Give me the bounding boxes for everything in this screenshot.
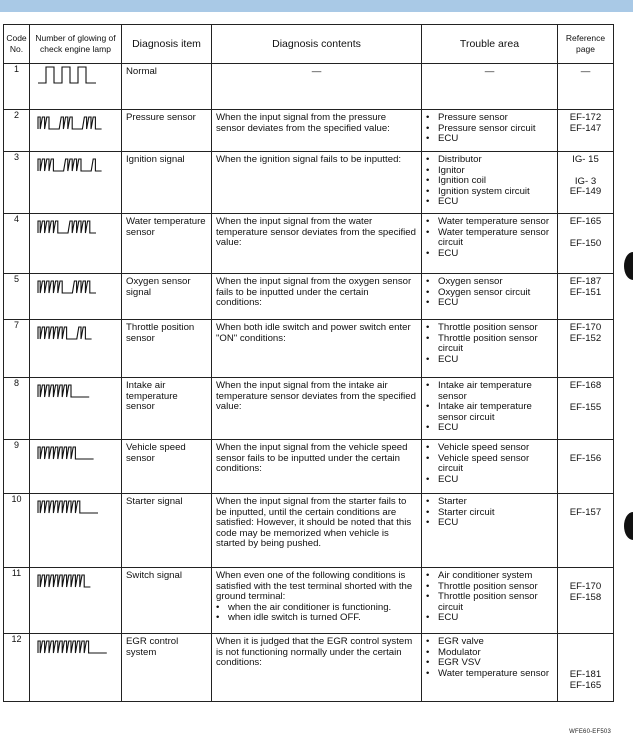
diagnosis-contents [212, 320, 422, 378]
check-engine-lamp-waveform [34, 378, 118, 400]
trouble-list-item: • Vehicle speed sensor circuit [426, 454, 553, 475]
trouble-list-item: • Ignition coil [426, 176, 553, 187]
lamp-pattern-cell [30, 320, 122, 378]
reference-page [558, 64, 614, 110]
trouble-list [426, 277, 553, 309]
trouble-list [426, 571, 553, 624]
check-engine-lamp-waveform [34, 214, 118, 236]
code-number: 10 [4, 494, 30, 568]
table-row [4, 378, 614, 440]
table-row [4, 214, 614, 274]
diagnosis-contents [212, 110, 422, 152]
footer-code: WFE60-EF503 [569, 729, 611, 735]
code-number: 8 [4, 378, 30, 440]
trouble-list-item: • Air conditioner system [426, 571, 553, 582]
reference-page-entry: EF-165 [569, 679, 602, 691]
check-engine-lamp-waveform [34, 634, 118, 656]
trouble-list-item: • ECU [426, 423, 553, 434]
trouble-dash: — [484, 66, 495, 77]
reference-page [558, 440, 614, 494]
contents-condition-item: • when idle switch is turned OFF. [216, 613, 417, 624]
reference-page-entry: EF-165 [569, 216, 602, 227]
check-engine-lamp-waveform [34, 274, 118, 296]
waveform-path [38, 501, 98, 513]
check-engine-lamp-waveform [34, 64, 118, 86]
table-row [4, 440, 614, 494]
code-number: 7 [4, 320, 30, 378]
trouble-list-item: • Oxygen sensor circuit [426, 288, 553, 299]
diagnosis-item: Vehicle speed sensor [122, 440, 212, 494]
lamp-pattern-cell [30, 110, 122, 152]
header-contents: Diagnosis contents [212, 25, 422, 64]
binder-hole-2 [624, 512, 633, 540]
diagnosis-contents [212, 378, 422, 440]
reference-page-entry: IG- 15 [572, 154, 599, 165]
reference-page [558, 378, 614, 440]
check-engine-lamp-waveform [34, 494, 118, 516]
lamp-pattern-cell [30, 214, 122, 274]
diagnosis-contents [212, 152, 422, 214]
table-body [4, 64, 614, 702]
diagnosis-table-wrapper [3, 24, 613, 702]
trouble-area [422, 214, 558, 274]
diagnosis-contents [212, 634, 422, 702]
trouble-list [426, 217, 553, 259]
trouble-list-item: • Distributor [426, 155, 553, 166]
lamp-pattern-cell [30, 440, 122, 494]
header-trouble: Trouble area [422, 25, 558, 64]
code-number: 9 [4, 440, 30, 494]
trouble-list-item: • ECU [426, 613, 553, 624]
reference-page-entry [562, 228, 609, 239]
lamp-pattern-cell [30, 634, 122, 702]
code-number: 1 [4, 64, 30, 110]
trouble-list-item: • ECU [426, 475, 553, 486]
trouble-list [426, 443, 553, 485]
trouble-list-item: • EGR VSV [426, 658, 553, 669]
header-row [4, 25, 614, 64]
table-row [4, 634, 614, 702]
waveform-path [38, 447, 94, 459]
check-engine-lamp-waveform [34, 320, 118, 342]
trouble-list [426, 381, 553, 434]
code-number: 2 [4, 110, 30, 152]
check-engine-lamp-waveform [34, 568, 118, 590]
reference-page [558, 152, 614, 214]
reference-page-entry: EF-150 [569, 237, 602, 249]
reference-page [558, 634, 614, 702]
diagnosis-code-table [3, 24, 614, 702]
trouble-list-item: • Throttle position sensor circuit [426, 592, 553, 613]
diagnosis-contents [212, 440, 422, 494]
trouble-list-item: • Throttle position sensor [426, 582, 553, 593]
table-row [4, 494, 614, 568]
trouble-list-item: • ECU [426, 518, 553, 529]
waveform-path [38, 159, 102, 171]
trouble-list-item: • Throttle position sensor [426, 323, 553, 334]
trouble-list-item: • EGR valve [426, 637, 553, 648]
reference-page [558, 214, 614, 274]
lamp-pattern-cell [30, 568, 122, 634]
top-color-band [0, 0, 633, 12]
reference-page-entry [562, 166, 609, 177]
trouble-list-item: • ECU [426, 298, 553, 309]
reference-page-entry [562, 637, 609, 648]
diagnosis-item: Water temperature sensor [122, 214, 212, 274]
table-row [4, 64, 614, 110]
trouble-area [422, 110, 558, 152]
trouble-area [422, 568, 558, 634]
trouble-list-item: • ECU [426, 197, 553, 208]
waveform-path [38, 327, 92, 339]
reference-page-entry: — [580, 66, 591, 77]
trouble-area [422, 634, 558, 702]
trouble-list-item: • Vehicle speed sensor [426, 443, 553, 454]
diagnosis-contents [212, 274, 422, 320]
reference-page-entry: EF-172 [569, 112, 602, 123]
trouble-area [422, 440, 558, 494]
trouble-list-item: • Pressure sensor [426, 113, 553, 124]
trouble-list-item: • Modulator [426, 648, 553, 659]
diagnosis-item: Ignition signal [122, 152, 212, 214]
code-number: 3 [4, 152, 30, 214]
trouble-area [422, 274, 558, 320]
reference-page-entry: EF-155 [569, 401, 602, 413]
trouble-list [426, 323, 553, 365]
code-number: 4 [4, 214, 30, 274]
reference-page-entry: IG- 3 [574, 175, 597, 187]
trouble-list [426, 497, 553, 529]
diagnosis-contents-text: When the input signal from the starter fails to be inputted, until the certain conditions are satisfied: However, it should be noted that this code may be memorized when vehicle is started by being pushed. [216, 496, 412, 550]
trouble-list-item: • Intake air temperature sensor [426, 381, 553, 402]
diagnosis-contents-text: When the input signal from the oxygen sensor fails to be inputted under the certain conditions: [216, 276, 412, 309]
diagnosis-contents-text: When the input signal from the intake air temperature sensor deviates from the specified value: [216, 380, 416, 413]
trouble-area [422, 494, 558, 568]
trouble-list-item: • Throttle position sensor circuit [426, 334, 553, 355]
table-row [4, 110, 614, 152]
header-lamp: Number of glowing of check engine lamp [30, 25, 122, 64]
diagnosis-contents-text: When the ignition signal fails to be inputted: [216, 154, 402, 165]
check-engine-lamp-waveform [34, 440, 118, 462]
diagnosis-contents-text: When even one of the following conditions is satisfied with the test terminal shorted with the ground terminal: [216, 570, 413, 603]
trouble-area [422, 152, 558, 214]
code-number: 11 [4, 568, 30, 634]
header-ref: Reference page [558, 25, 614, 64]
contents-condition-list [216, 603, 417, 624]
trouble-area [422, 64, 558, 110]
diagnosis-item: Oxygen sensor signal [122, 274, 212, 320]
trouble-list-item: • Water temperature sensor [426, 669, 553, 680]
diagnosis-item: Pressure sensor [122, 110, 212, 152]
trouble-list-item: • Ignitor [426, 166, 553, 177]
diagnosis-contents-text: When both idle switch and power switch enter "ON" conditions: [216, 322, 411, 344]
lamp-pattern-cell [30, 494, 122, 568]
trouble-list [426, 113, 553, 145]
reference-page-entry: EF-157 [569, 507, 602, 518]
trouble-area [422, 378, 558, 440]
diagnosis-contents-text: When it is judged that the EGR control system is not functioning normally under the certain conditions: [216, 636, 413, 669]
reference-page-entry: EF-149 [569, 186, 602, 198]
trouble-list-item: • Intake air temperature sensor circuit [426, 402, 553, 423]
header-code: Code No. [4, 25, 30, 64]
trouble-list [426, 637, 553, 679]
waveform-path [38, 117, 102, 129]
trouble-list-item: • Water temperature sensor [426, 217, 553, 228]
table-row [4, 320, 614, 378]
diagnosis-contents [212, 214, 422, 274]
table-row [4, 152, 614, 214]
reference-page [558, 320, 614, 378]
waveform-path [38, 221, 96, 233]
trouble-list-item: • Pressure sensor circuit [426, 124, 553, 135]
table-row [4, 568, 614, 634]
header-item: Diagnosis item [122, 25, 212, 64]
lamp-pattern-cell [30, 378, 122, 440]
reference-page-entry [562, 392, 609, 403]
waveform-path [38, 385, 89, 397]
reference-page-entry: EF-156 [569, 453, 602, 464]
reference-page-entry: EF-170 [569, 322, 602, 333]
trouble-list-item: • ECU [426, 249, 553, 260]
code-number: 5 [4, 274, 30, 320]
trouble-list-item: • ECU [426, 355, 553, 366]
contents-condition-item: • when the air conditioner is functioning. [216, 603, 417, 614]
diagnosis-item: Starter signal [122, 494, 212, 568]
trouble-list-item: • ECU [426, 134, 553, 145]
reference-page [558, 568, 614, 634]
lamp-pattern-cell [30, 274, 122, 320]
diagnosis-item: EGR control system [122, 634, 212, 702]
trouble-list-item: • Water temperature sensor circuit [426, 228, 553, 249]
lamp-pattern-cell [30, 152, 122, 214]
diagnosis-contents-text: When the input signal from the water temperature sensor deviates from the specified value: [216, 216, 416, 249]
diagnosis-contents-text: When the input signal from the vehicle speed sensor fails to be inputted under the certain conditions: [216, 442, 408, 475]
trouble-list-item: • Oxygen sensor [426, 277, 553, 288]
reference-page-entry: EF-181 [569, 669, 602, 680]
trouble-list [426, 155, 553, 208]
code-number: 12 [4, 634, 30, 702]
waveform-path [38, 281, 96, 293]
reference-page-entry: EF-168 [569, 380, 602, 391]
waveform-path [38, 641, 107, 653]
diagnosis-contents [212, 494, 422, 568]
table-row [4, 274, 614, 320]
binder-hole-1 [624, 252, 633, 280]
reference-page-entry: EF-187 [569, 276, 602, 287]
reference-page-entry: EF-147 [569, 122, 602, 134]
reference-page-entry: EF-152 [569, 332, 602, 344]
reference-page [558, 494, 614, 568]
trouble-list-item: • Ignition system circuit [426, 187, 553, 198]
lamp-pattern-cell [30, 64, 122, 110]
reference-page [558, 110, 614, 152]
trouble-list-item: • Starter circuit [426, 508, 553, 519]
reference-page-entry: EF-158 [569, 591, 602, 603]
reference-page-entry: EF-151 [569, 286, 602, 298]
trouble-list-item: • Starter [426, 497, 553, 508]
diagnosis-contents [212, 64, 422, 110]
waveform-path [38, 67, 96, 83]
reference-page-entry: EF-170 [569, 581, 602, 592]
diagnosis-item: Throttle position sensor [122, 320, 212, 378]
reference-page [558, 274, 614, 320]
trouble-area [422, 320, 558, 378]
diagnosis-contents-text: When the input signal from the pressure sensor deviates from the specified value: [216, 112, 390, 134]
diagnosis-contents-text: — [311, 66, 322, 77]
diagnosis-item: Intake air temperature sensor [122, 378, 212, 440]
reference-page-entry [562, 648, 609, 659]
diagnosis-item: Switch signal [122, 568, 212, 634]
check-engine-lamp-waveform [34, 152, 118, 174]
diagnosis-item: Normal [122, 64, 212, 110]
check-engine-lamp-waveform [34, 110, 118, 132]
waveform-path [38, 575, 90, 587]
diagnosis-contents [212, 568, 422, 634]
